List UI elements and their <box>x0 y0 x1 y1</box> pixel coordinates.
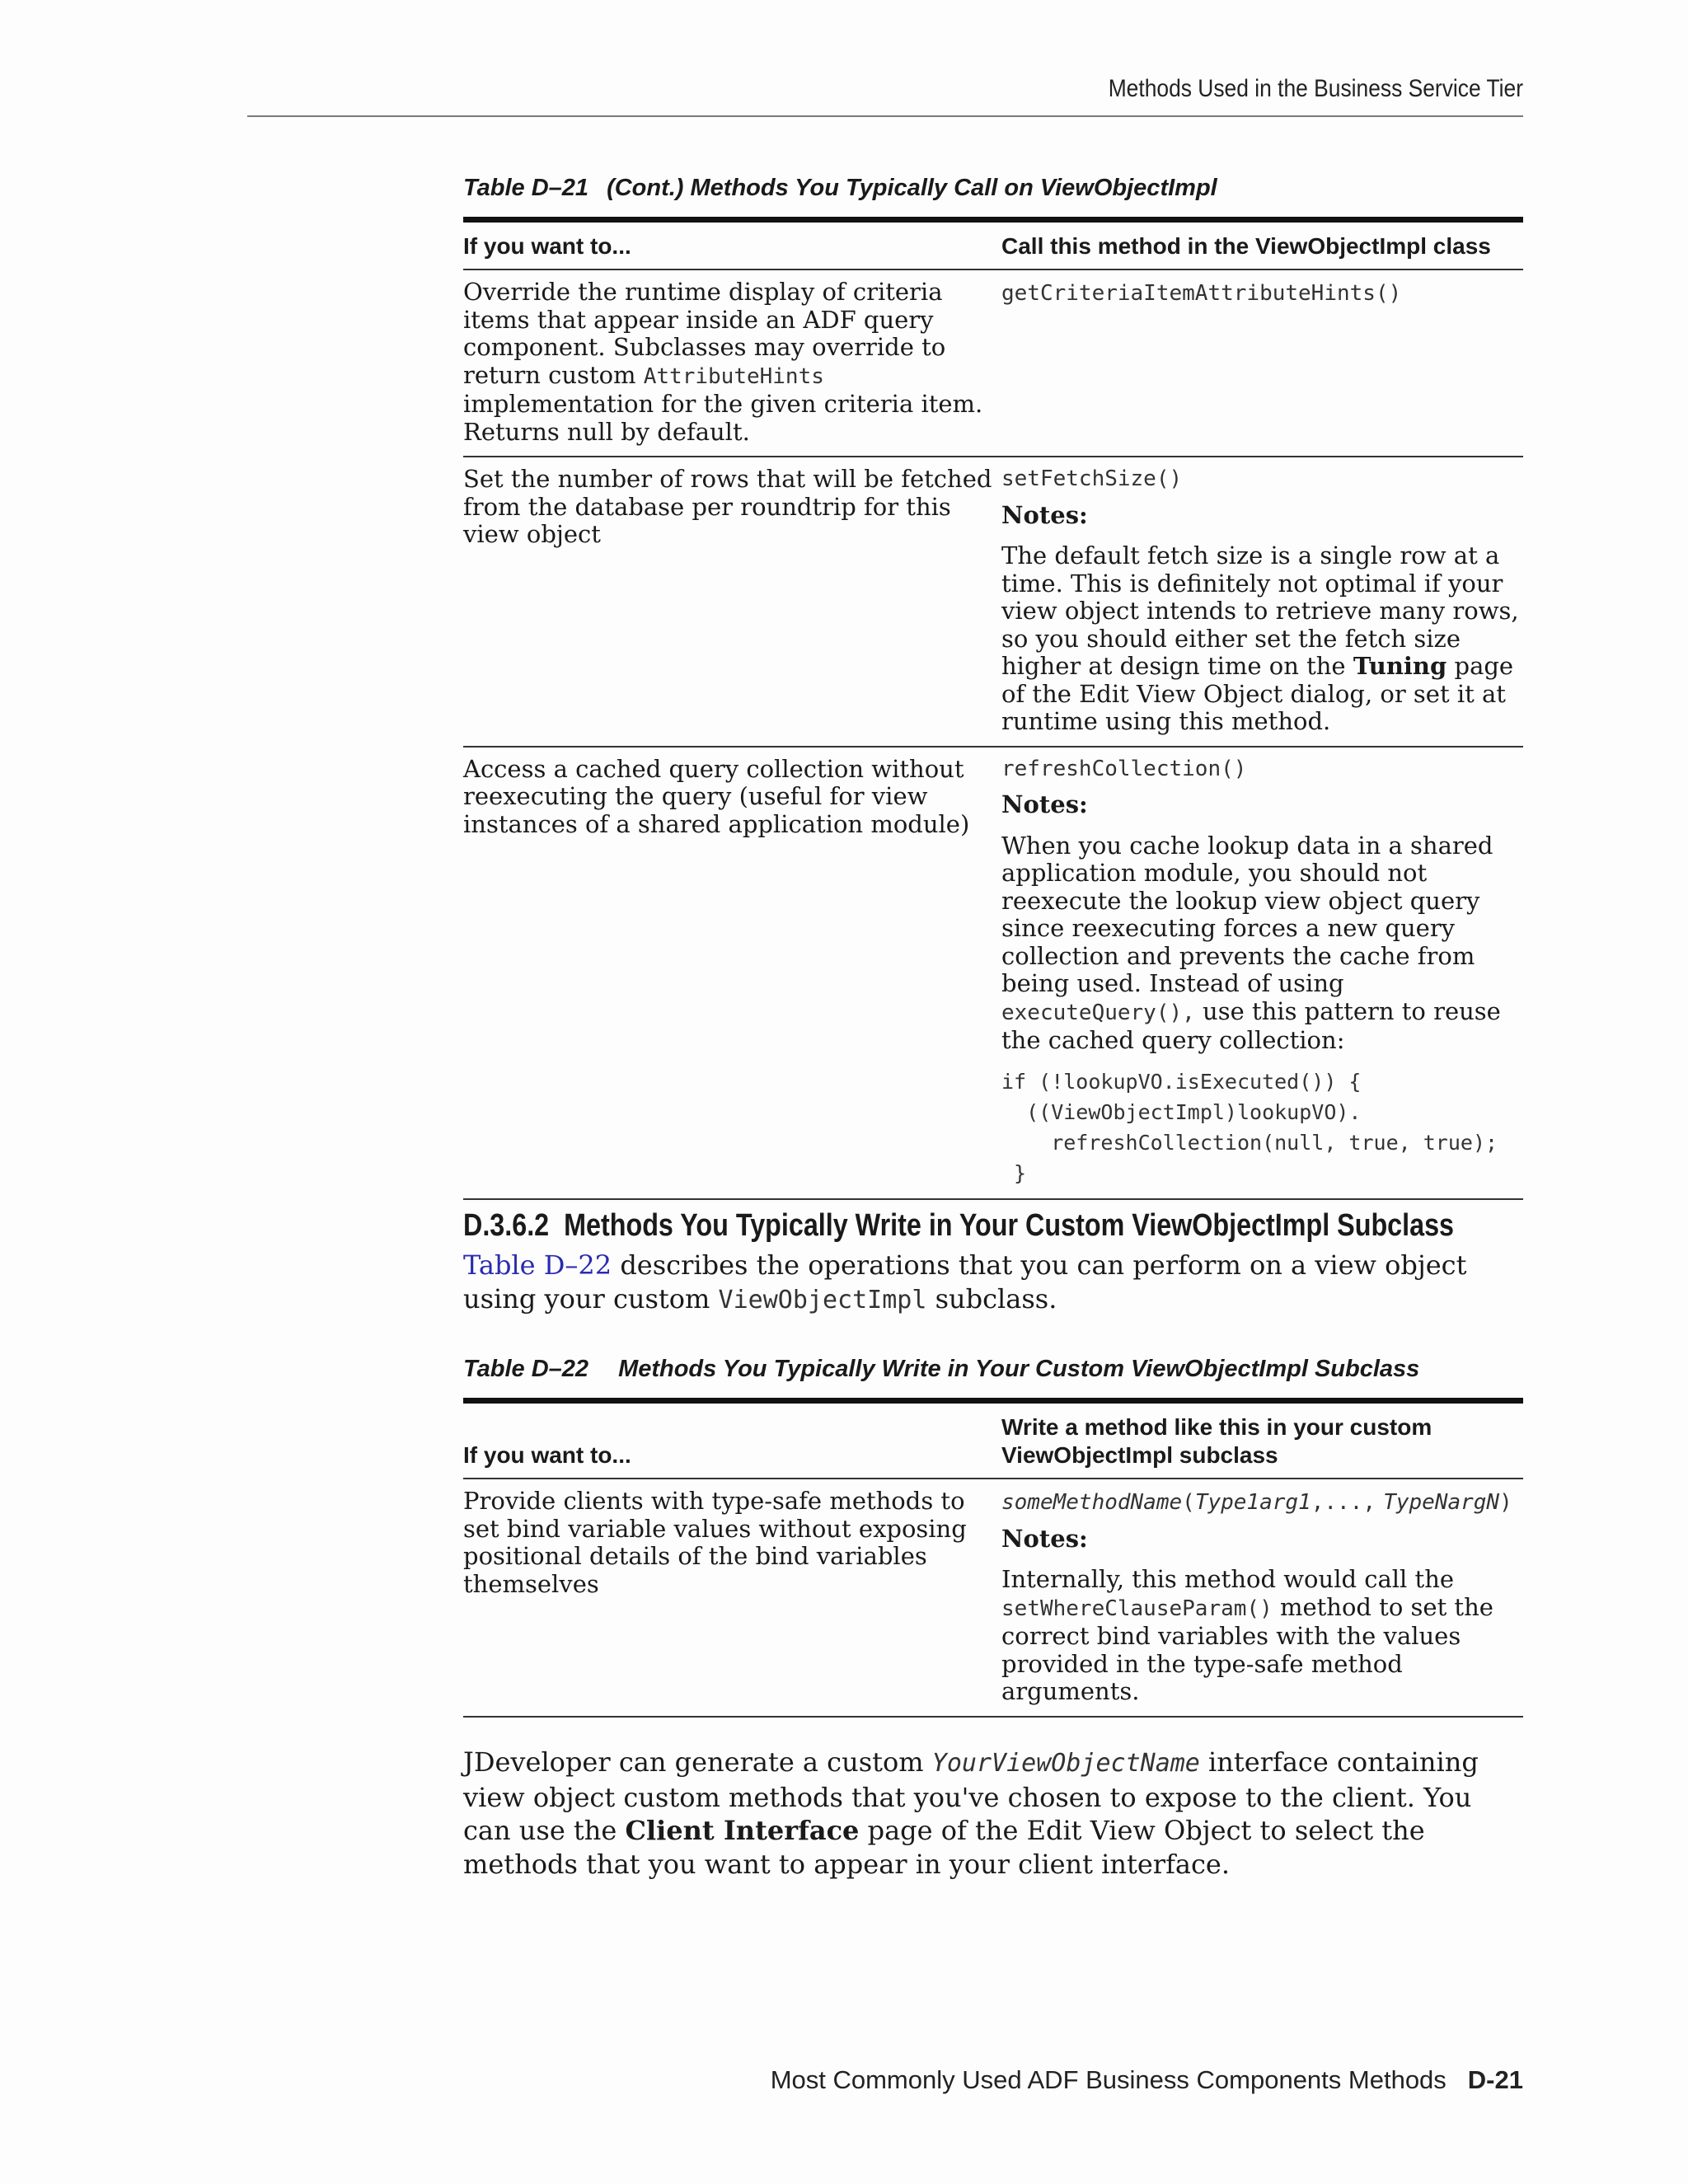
code-attributehints: AttributeHints <box>643 363 824 389</box>
method-name: getCriteriaItemAttributeHints() <box>1001 281 1402 306</box>
code-snippet: if (!lookupVO.isExecuted()) { ((ViewObjectImpl)lookupVO). refreshCollection(null, true, true); } <box>1001 1069 1498 1185</box>
notes-label: Notes: <box>1001 790 1088 818</box>
table-d22-header-method: Write a method like this in your custom ViewObjectImpl subclass <box>993 1401 1523 1479</box>
header-rule <box>247 115 1523 117</box>
table-d22-caption <box>463 1356 1523 1383</box>
cell-text: implementation for the given criteria item. Returns null by default. <box>463 390 983 446</box>
table-row <box>463 747 1523 1199</box>
method-separator: ,..., <box>1311 1490 1376 1515</box>
section-intro <box>463 1249 1523 1317</box>
method-name: refreshCollection() <box>1001 756 1247 781</box>
method-signature: someMethodName(Type1arg1,..., TypeNargN) <box>1001 1490 1512 1515</box>
method-name: setFetchSize() <box>1001 466 1183 491</box>
table-row <box>463 457 1523 747</box>
table-d21-block <box>463 175 1523 1200</box>
table-d21 <box>463 217 1523 1200</box>
cell-text: Provide clients with type-safe methods to set bind variable values without exposing positional details of the bind variables themselves <box>463 1487 967 1598</box>
footer-title: Most Commonly Used ADF Business Components Methods <box>770 2065 1447 2094</box>
code-executequery: executeQuery(), <box>1001 1000 1195 1025</box>
cell-text: Override the runtime display of criteria items that appear inside an ADF query component. Subclasses may override to return custom <box>463 278 946 389</box>
notes-text <box>1001 832 1523 1055</box>
section-heading <box>463 1208 1455 1244</box>
table-d21-label: Table D–21 <box>463 175 589 201</box>
table-row <box>463 1479 1523 1717</box>
closing-paragraph <box>463 1746 1523 1881</box>
table-cell-want <box>463 457 993 747</box>
method-arg2: TypeNargN <box>1383 1490 1500 1515</box>
notes-label: Notes: <box>1001 1524 1088 1553</box>
notes-text-a: The default fetch size is a single row at a time. This is definitely not optimal if your view object intends to retrieve many rows, so you should either set the fetch size higher at design time on the <box>1001 541 1519 680</box>
table-cell-method <box>993 457 1523 747</box>
table-d21-header-want: If you want to... <box>463 220 993 270</box>
table-d22-block <box>463 1356 1523 1718</box>
table-cell-want <box>463 1479 993 1717</box>
xref-table-d22-link[interactable]: Table D–22 <box>463 1249 612 1281</box>
table-d21-header-method: Call this method in the ViewObjectImpl class <box>993 220 1523 270</box>
table-cell-method <box>993 1479 1523 1717</box>
closing-bold-client-interface: Client Interface <box>625 1815 860 1846</box>
notes-bold-tuning: Tuning <box>1353 652 1447 680</box>
table-cell-want <box>463 747 993 1199</box>
table-d22 <box>463 1398 1523 1718</box>
code-yourviewobjectname: YourViewObjectName <box>931 1749 1200 1778</box>
notes-text-b: page of the Edit View Object dialog, or set it at runtime using this method. <box>1001 652 1514 735</box>
page-number: D-21 <box>1467 2065 1523 2094</box>
method-arg1: Type1arg1 <box>1194 1490 1311 1515</box>
intro-text-a: describes the operations that you can perform on a view object using your custom <box>463 1249 1467 1315</box>
notes-text-a: Internally, this method would call the <box>1001 1565 1455 1593</box>
table-cell-method <box>993 269 1523 457</box>
code-setwhereclauseparam: setWhereClauseParam() <box>1001 1596 1273 1621</box>
notes-text <box>1001 1566 1523 1706</box>
table-d21-title: (Cont.) Methods You Typically Call on ViewObjectImpl <box>607 175 1217 201</box>
table-cell-method <box>993 747 1523 1199</box>
code-viewobjectimpl: ViewObjectImpl <box>718 1285 927 1315</box>
running-header: Methods Used in the Business Service Tier <box>1108 75 1523 102</box>
table-row <box>463 269 1523 457</box>
section-d362 <box>463 1208 1523 1317</box>
notes-text-b: method to set the correct bind variables with the values provided in the type-safe method arguments. <box>1001 1592 1493 1705</box>
page-footer <box>247 2065 1523 2095</box>
table-d22-title: Methods You Typically Write in Your Custom ViewObjectImpl Subclass <box>618 1356 1420 1382</box>
cell-text: Set the number of rows that will be fetched from the database per roundtrip for this view object <box>463 465 992 548</box>
table-cell-want <box>463 269 993 457</box>
closing-text-b: interface containing view object custom methods that you've chosen to expose to the client. You can use the <box>463 1746 1479 1846</box>
closing-text-c: page of the Edit View Object to select the methods that you want to appear in your client interface. <box>463 1815 1425 1880</box>
closing-text-a: JDeveloper can generate a custom <box>463 1746 924 1778</box>
notes-text-b: use this pattern to reuse the cached query collection: <box>1001 996 1501 1054</box>
notes-label: Notes: <box>1001 500 1088 529</box>
notes-text <box>1001 542 1523 736</box>
table-d21-caption <box>463 175 1523 202</box>
table-d22-label: Table D–22 <box>463 1356 589 1382</box>
table-d22-header-want: If you want to... <box>463 1401 993 1479</box>
cell-text: Access a cached query collection without reexecuting the query (useful for view instances of a shared application module) <box>463 754 970 838</box>
notes-text-a: When you cache lookup data in a shared application module, you should not reexecute the lookup view object query since reexecuting forces a new query collection and prevents the cache from being used. Instead of using <box>1001 831 1493 997</box>
method-name: someMethodName <box>1001 1490 1183 1515</box>
section-number: D.3.6.2 <box>463 1208 550 1243</box>
section-title: Methods You Typically Write in Your Custom ViewObjectImpl Subclass <box>564 1208 1455 1243</box>
intro-text-b: subclass. <box>935 1282 1057 1315</box>
